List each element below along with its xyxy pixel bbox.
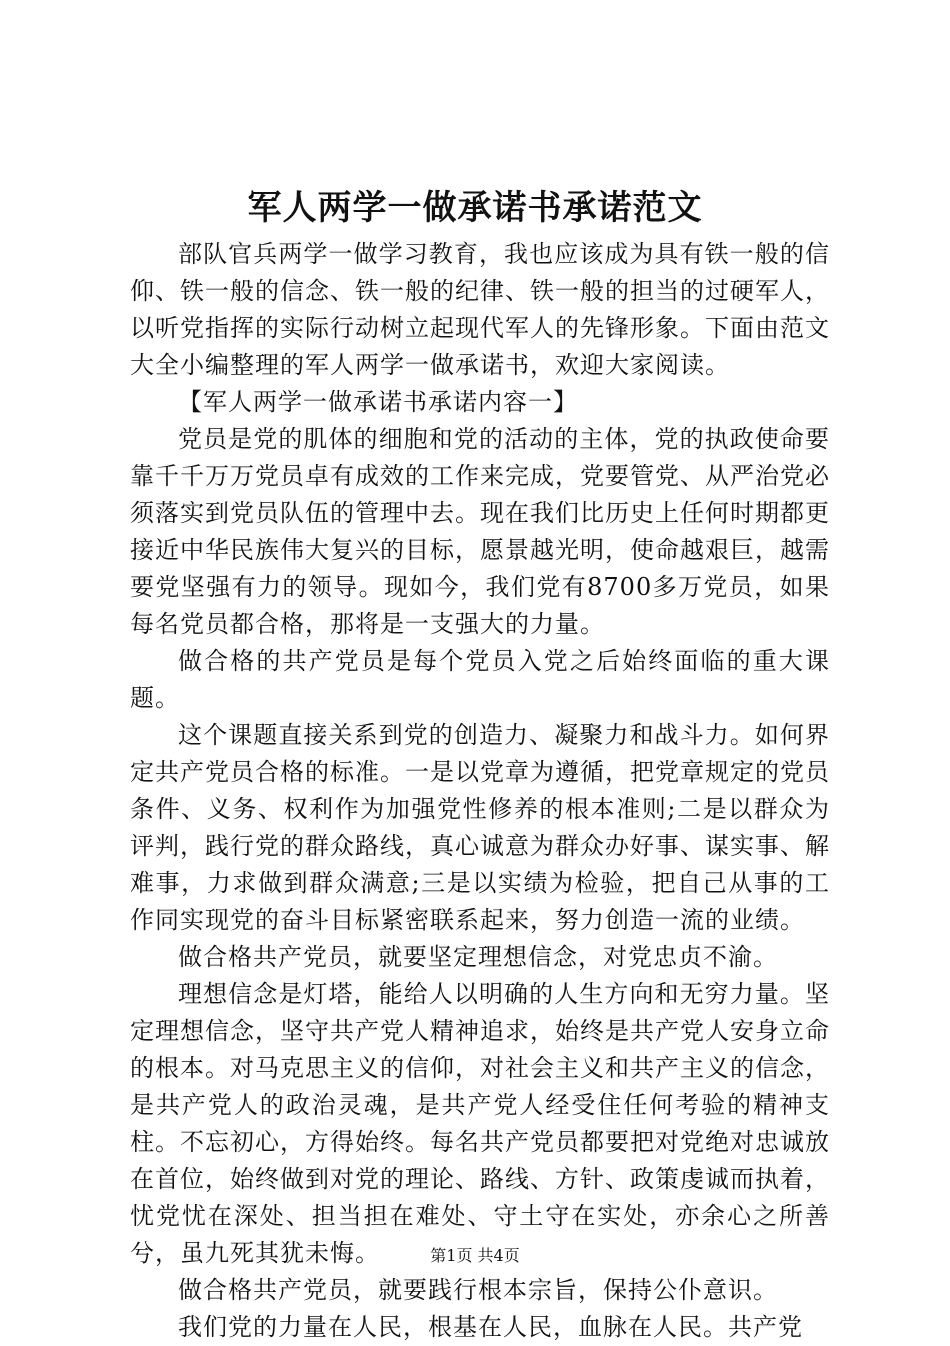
paragraph: 党员是党的肌体的细胞和党的活动的主体，党的执政使命要靠千千万万党员卓有成效的工作来完成，党要管党、从严治党必须落实到党员队伍的管理中去。现在我们比历史上任何时期都更接近中华民族伟大复兴的目标，愿景越光明，使命越艰巨，越需要党坚强有力的领导。现如今，我们党有8700多万党员，如果每名党员都合格，那将是一支强大的力量。 (130, 425, 830, 638)
paragraph-intro: 部队官兵两学一做学习教育，我也应该成为具有铁一般的信仰、铁一般的信念、铁一般的纪律、铁一般的担当的过硬军人，以听党指挥的实际行动树立起现代军人的先锋形象。下面由范文大全小编整理的军人两学一做承诺书，欢迎大家阅读。 (130, 240, 830, 379)
paragraph: 理想信念是灯塔，能给人以明确的人生方向和无穷力量。坚定理想信念，坚守共产党人精神追求，始终是共产党人安身立命的根本。对马克思主义的信仰，对社会主义和共产主义的信念，是共产党人的政治灵魂，是共产党人经受住任何考验的精神支柱。不忘初心，方得始终。每名共产党员都要把对党绝对忠诚放在首位，始终做到对党的理论、路线、方针、政策虔诚而执着，忧党忧在深处、担当担在难处、守土守在实处，亦余心之所善兮，虽九死其犹未悔。 (130, 980, 830, 1267)
paragraph: 做合格共产党员，就要践行根本宗旨，保持公仆意识。 (178, 1276, 778, 1304)
page-footer: 第1页 共4页 (430, 1246, 520, 1265)
paragraph: 做合格的共产党员是每个党员入党之后始终面临的重大课题。 (130, 647, 830, 712)
paragraph: 这个课题直接关系到党的创造力、凝聚力和战斗力。如何界定共产党员合格的标准。一是以党章为遵循，把党章规定的党员条件、义务、权利作为加强党性修养的根本准则;二是以群众为评判，践行党的群众路线，真心诚意为群众办好事、谋实事、解难事，力求做到群众满意;三是以实绩为检验，把自己从事的工作同实现党的奋斗目标紧密联系起来，努力创造一流的业绩。 (130, 721, 830, 934)
paragraph: 做合格共产党员，就要坚定理想信念，对党忠贞不渝。 (178, 943, 778, 971)
document-title: 军人两学一做承诺书承诺范文 (247, 188, 703, 228)
paragraph: 我们党的力量在人民，根基在人民，血脉在人民。共产党 (178, 1313, 803, 1341)
section-heading: 【军人两学一做承诺书承诺内容一】 (178, 388, 578, 416)
document-body (130, 236, 830, 1346)
